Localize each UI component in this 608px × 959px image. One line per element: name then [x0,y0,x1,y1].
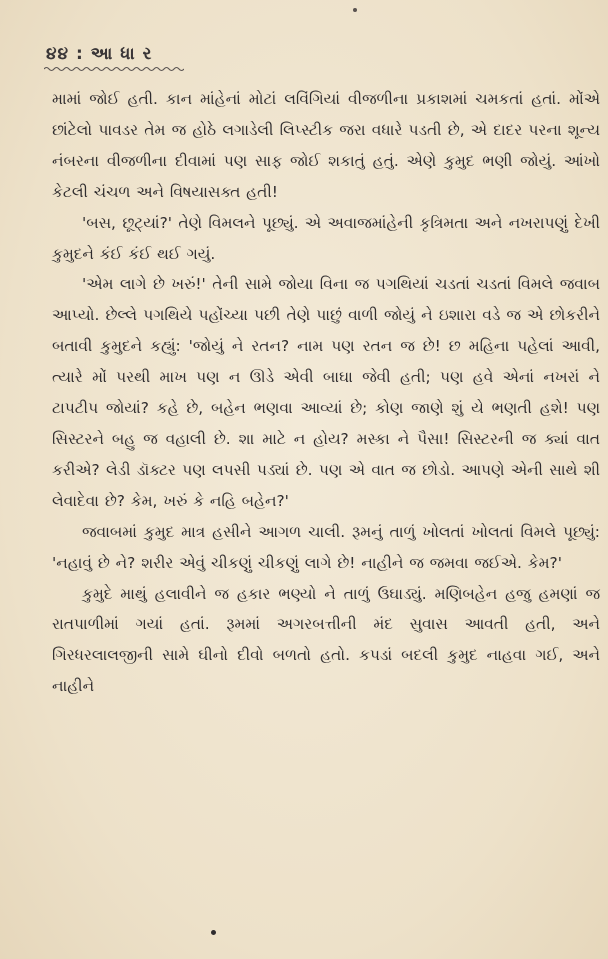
chapter-title: આ ધા ર [90,44,153,64]
paragraph-5: કુમુદે માથું હલાવીને જ હકાર ભણ્યો ને તાળું ઉઘાડ્યું. મણિબહેન હજુ હમણાં જ રાતપાળીમાં ગયાં હતાં. રૂમમાં અગરબત્તીની મંદ સુવાસ આવતી હતી, અને ગિરધરલાલજીની સામે ઘીનો દીવો બળતો હતો. કપડાં બદલી કુમુદ નાહવા ગઈ, અને નાહીને [52,584,600,696]
page-blemish-dot-bottom [211,930,216,935]
page-blemish-dot [353,8,357,12]
body-text [52,84,600,702]
paragraph-3: 'એમ લાગે છે ખરું!' તેની સામે જોયા વિના જ પગથિયાં ચડતાં ચડતાં વિમલે જવાબ આપ્યો. છેલ્લે પગથિયે પહોંચ્યા પછી તેણે પાછું વાળી જોયું ને ઇશારા વડે જ એ છોકરીને બતાવી કુમુદને કહ્યું: 'જોયું ને રતન? નામ પણ રતન જ છે! છ મહિના પહેલાં આવી, ત્યારે મોં પરથી માખ પણ ન ઊડે એવી બાઘા જેવી હતી; પણ હવે એનાં નખરાં ને ટાપટીપ જોયાં? કહે છે, બહેન ભણવા આવ્યાં છે; કોણ જાણે શું યે ભણતી હશે! પણ સિસ્ટરને બહુ જ વહાલી છે. શા માટે ન હોય? મસ્કા ને પૈસા! સિસ્ટરની જ ક્યાં વાત કરીએ? લેડી ડૉક્ટર પણ લપસી પડ્યાં છે. પણ એ વાત જ છોડો. આપણે એની સાથે શી લેવાદેવા છે? કેમ, ખરું કે નહિ બહેન?' [52,275,600,510]
running-header [46,44,152,64]
page-number: ૪૪ [46,44,70,64]
header-wavy-underline [44,66,184,72]
header-separator: : [76,44,84,64]
paragraph-4: જવાબમાં કુમુદ માત્ર હસીને આગળ ચાલી. રૂમનું તાળું ખોલતાં ખોલતાં વિમલે પૂછ્યું: 'નહાવું છે ને? શરીર એવું ચીકણું ચીકણું લાગે છે! નાહીને જ જમવા જઈએ. કેમ?' [52,522,600,572]
paragraph-1: મામાં જોઈ હતી. કાન માંહેનાં મોટાં લવિંગિયાં વીજળીના પ્રકાશમાં ચમકતાં હતાં. મોંએ છાંટેલો પાવડર તેમ જ હોઠે લગાડેલી લિપ્સ્ટીક જરા વધારે પડતી છે, એ દાદર પરના શૂન્ય નંબરના વીજળીના દીવામાં પણ સાફ જોઈ શકાતું હતું. એણે કુમુદ ભણી જોયું. આંખો કેટલી ચંચળ અને વિષયાસક્ત હતી! [52,90,600,201]
paragraph-2: 'બસ, છૂટ્યાં?' તેણે વિમલને પૂછ્યું. એ અવાજમાંહેની કૃત્રિમતા અને નખરાપણું દેખી કુમુદને કંઈ કંઈ થઈ ગયું. [52,213,600,263]
